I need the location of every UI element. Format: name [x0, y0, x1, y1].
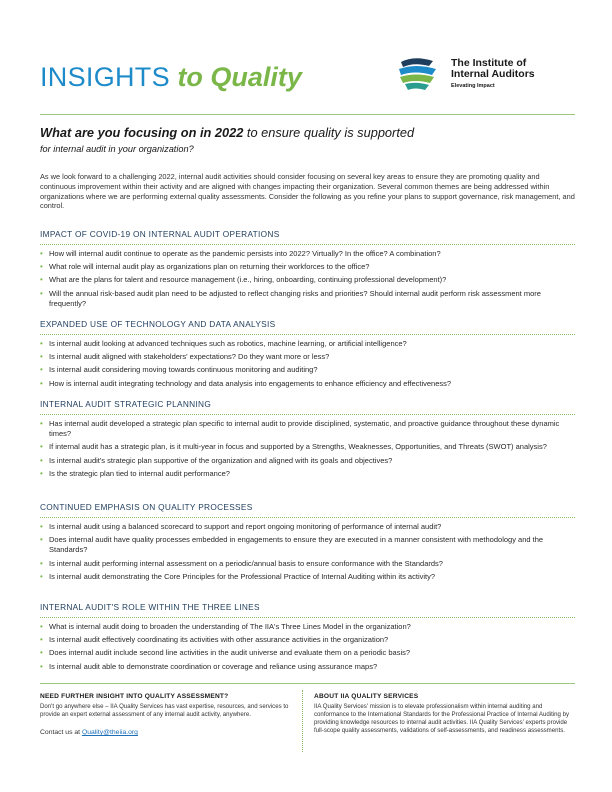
question-list	[40, 339, 575, 389]
page-header	[0, 0, 612, 120]
headline-bold: What are you focusing on in 2022	[40, 125, 244, 140]
list-item: • Does internal audit have quality processes embedded in engagements to ensure they are executed in a manner consistent with methodology and the Standards?	[40, 535, 575, 555]
list-item: • Is internal audit aligned with stakeholders' expectations? Do they want more or less?	[40, 352, 575, 362]
list-item: • What are the plans for talent and resource management (i.e., hiring, onboarding, continuing professional development)?	[40, 275, 575, 285]
header-divider	[40, 114, 575, 115]
footer-about	[314, 692, 576, 735]
footer-contact	[40, 729, 295, 736]
section-title: IMPACT OF COVID-19 ON INTERNAL AUDIT OPERATIONS	[40, 229, 575, 245]
list-item: • Is internal audit effectively coordinating its activities with other assurance activities in the organization?	[40, 635, 575, 645]
logo-line-2: Internal Auditors	[451, 68, 535, 80]
logo-tagline: Elevating Impact	[451, 83, 495, 89]
iia-logo	[398, 52, 568, 94]
footer-right-text: IIA Quality Services' mission is to elevate professionalism within internal auditing and conformance to the International Standards for the Professional Practice of Internal Auditing by providing knowledge resources to internal audit activities. IIA Quality Services' experts provide full-scope quality assessments, validations of self-assessments, and readiness assessments.	[314, 703, 570, 735]
footer-divider	[40, 683, 575, 684]
list-item: • Is internal audit able to demonstrate coordination or coverage and reliance using assurance maps?	[40, 662, 575, 672]
iia-globe-icon	[398, 54, 438, 92]
list-item: • Is internal audit performing internal assessment on a periodic/annual basis to ensure conformance with the Standards?	[40, 559, 575, 569]
section-quality-processes	[40, 502, 575, 585]
section-technology	[40, 319, 575, 392]
footer-right-title: ABOUT IIA QUALITY SERVICES	[314, 693, 419, 700]
publication-title	[40, 60, 302, 94]
footer-need-insight	[40, 692, 295, 736]
list-item: • Is internal audit demonstrating the Core Principles for the Professional Practice of Internal Auditing within its activity?	[40, 572, 575, 582]
headline-question	[40, 125, 575, 141]
list-item: • Will the annual risk-based audit plan need to be adjusted to reflect changing risks and priorities? Should internal audit perform risk assessment more frequently?	[40, 289, 575, 309]
headline	[40, 125, 575, 154]
list-item: • Is internal audit's strategic plan supportive of the organization and aligned with its goals and objectives?	[40, 456, 575, 466]
list-item: • Is internal audit considering moving towards continuous monitoring and auditing?	[40, 365, 575, 375]
list-item: • Is internal audit looking at advanced techniques such as robotics, machine learning, or artificial intelligence?	[40, 339, 575, 349]
section-covid	[40, 229, 575, 312]
logo-line-1: The Institute of	[451, 57, 527, 69]
list-item: • Has internal audit developed a strategic plan specific to internal audit to provide disciplined, systematic, and proactive guidance throughout these dynamic times?	[40, 419, 575, 439]
question-list	[40, 249, 575, 309]
intro-paragraph: As we look forward to a challenging 2022, internal audit activities should consider focusing on several key areas to ensure they are promoting quality and continuous improvement within their activity and are aligned with changes impacting their organization. Several common themes are being addressed within organizations where we are performing external quality assessments. Consider the following as you refine your plans to support governance, risk management, and control.	[40, 172, 575, 211]
list-item: • What role will internal audit play as organizations plan on returning their workforces to the office?	[40, 262, 575, 272]
title-to-quality: to Quality	[177, 62, 302, 92]
footer-column-divider	[302, 690, 303, 752]
question-list	[40, 419, 575, 479]
contact-email-link[interactable]: Quality@theiia.org	[81, 729, 138, 737]
headline-subtitle: for internal audit in your organization?	[40, 144, 194, 154]
list-item: • What is internal audit doing to broaden the understanding of The IIA's Three Lines Model in the organization?	[40, 622, 575, 632]
footer-left-title: NEED FURTHER INSIGHT INTO QUALITY ASSESSMENT?	[40, 693, 229, 700]
title-insights: INSIGHTS	[40, 62, 170, 92]
list-item: • How will internal audit continue to operate as the pandemic persists into 2022? Virtually? In the office? A combination?	[40, 249, 575, 259]
contact-label: Contact us at	[40, 729, 82, 737]
section-title: EXPANDED USE OF TECHNOLOGY AND DATA ANALYSIS	[40, 319, 575, 335]
list-item: • Is internal audit using a balanced scorecard to support and report ongoing monitoring of performance of internal audit?	[40, 522, 575, 532]
question-list	[40, 622, 575, 672]
logo-wordmark	[451, 58, 535, 80]
section-title: INTERNAL AUDIT STRATEGIC PLANNING	[40, 399, 575, 415]
section-strategic-planning	[40, 399, 575, 482]
list-item: • If internal audit has a strategic plan, is it multi-year in focus and supported by a Strengths, Weaknesses, Opportunities, and Threats (SWOT) analysis?	[40, 442, 575, 452]
headline-rest: to ensure quality is supported	[243, 125, 415, 140]
section-three-lines	[40, 602, 575, 675]
list-item: • How is internal audit integrating technology and data analysis into engagements to enhance efficiency and effectiveness?	[40, 379, 575, 389]
list-item: • Does internal audit include second line activities in the audit universe and evaluate them on a periodic basis?	[40, 648, 575, 658]
footer-left-text: Don't go anywhere else – IIA Quality Services has vast expertise, resources, and services to provide an expert external assessment of any internal audit activity, anywhere.	[40, 703, 289, 719]
section-title: INTERNAL AUDIT'S ROLE WITHIN THE THREE LINES	[40, 602, 575, 618]
question-list	[40, 522, 575, 582]
list-item: • Is the strategic plan tied to internal audit performance?	[40, 469, 575, 479]
section-title: CONTINUED EMPHASIS ON QUALITY PROCESSES	[40, 502, 575, 518]
